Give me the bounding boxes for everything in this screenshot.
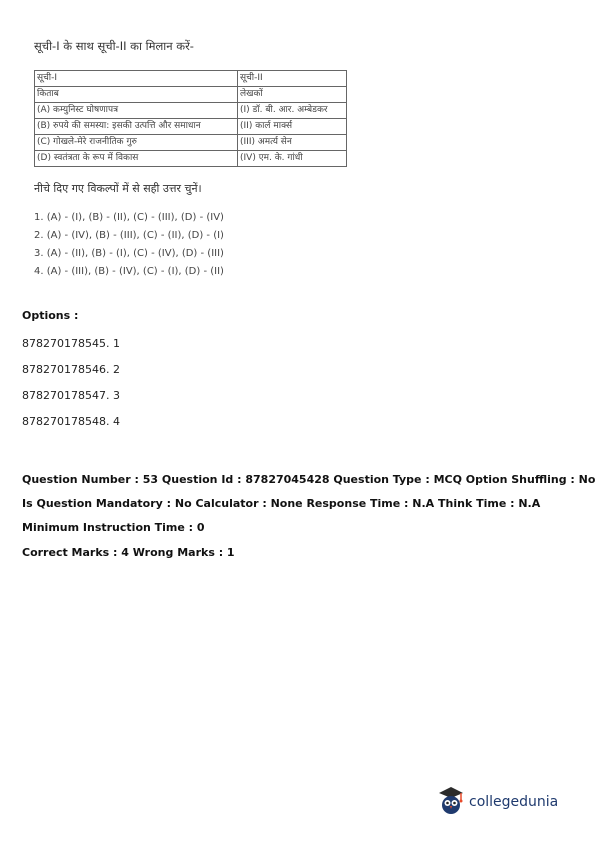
table-cell: (A) कम्युनिस्ट घोषणापत्र	[35, 103, 238, 119]
match-table	[34, 70, 347, 167]
option-item: 878270178546. 2	[22, 363, 120, 376]
choice-list	[34, 209, 224, 281]
table-cell: सूची-I	[35, 71, 238, 87]
table-cell: (III) अमर्त्य सेन	[238, 135, 347, 151]
list-item: 3. (A) - (II), (B) - (I), (C) - (IV), (D) - (III)	[34, 248, 224, 259]
table-cell: (D) स्वतंत्रता के रूप में विकास	[35, 151, 238, 167]
table-cell: (I) डॉ. बी. आर. अम्बेडकर	[238, 103, 347, 119]
table-row	[35, 135, 347, 151]
table-cell: (IV) एम. के. गांधी	[238, 151, 347, 167]
table-cell: सूची-II	[238, 71, 347, 87]
question-meta-line: Question Number : 53 Question Id : 87827045428 Question Type : MCQ Option Shuffling : No	[22, 473, 595, 486]
question-meta-line: Is Question Mandatory : No Calculator : None Response Time : N.A Think Time : N.A	[22, 497, 541, 510]
table-row	[35, 103, 347, 119]
question-meta-line: Minimum Instruction Time : 0	[22, 521, 205, 534]
question-meta-line: Correct Marks : 4 Wrong Marks : 1	[22, 546, 235, 559]
table-row	[35, 151, 347, 167]
table-row	[35, 87, 347, 103]
logo-text: collegedunia	[469, 794, 559, 810]
graduate-owl-icon	[437, 785, 465, 819]
table-cell: लेखकों	[238, 87, 347, 103]
collegedunia-logo	[437, 786, 577, 818]
table-cell: (C) गोखले-मेरे राजनीतिक गुरु	[35, 135, 238, 151]
list-item: 2. (A) - (IV), (B) - (III), (C) - (II), (D) - (I)	[34, 230, 224, 241]
list-item: 4. (A) - (III), (B) - (IV), (C) - (I), (D) - (II)	[34, 266, 224, 277]
list-item: 1. (A) - (I), (B) - (II), (C) - (III), (D) - (IV)	[34, 212, 224, 223]
question-intro: सूची-I के साथ सूची-II का मिलान करें-	[34, 39, 194, 53]
option-item: 878270178548. 4	[22, 415, 120, 428]
options-heading: Options :	[22, 309, 79, 322]
question-tail: नीचे दिए गए विकल्पों में से सही उत्तर चुनें।	[34, 182, 202, 195]
option-item: 878270178547. 3	[22, 389, 120, 402]
table-cell: (B) रुपये की समस्या: इसकी उत्पत्ति और समाधान	[35, 119, 238, 135]
table-cell: किताब	[35, 87, 238, 103]
table-row	[35, 71, 347, 87]
table-row	[35, 119, 347, 135]
table-cell: (II) कार्ल मार्क्स	[238, 119, 347, 135]
option-item: 878270178545. 1	[22, 337, 120, 350]
